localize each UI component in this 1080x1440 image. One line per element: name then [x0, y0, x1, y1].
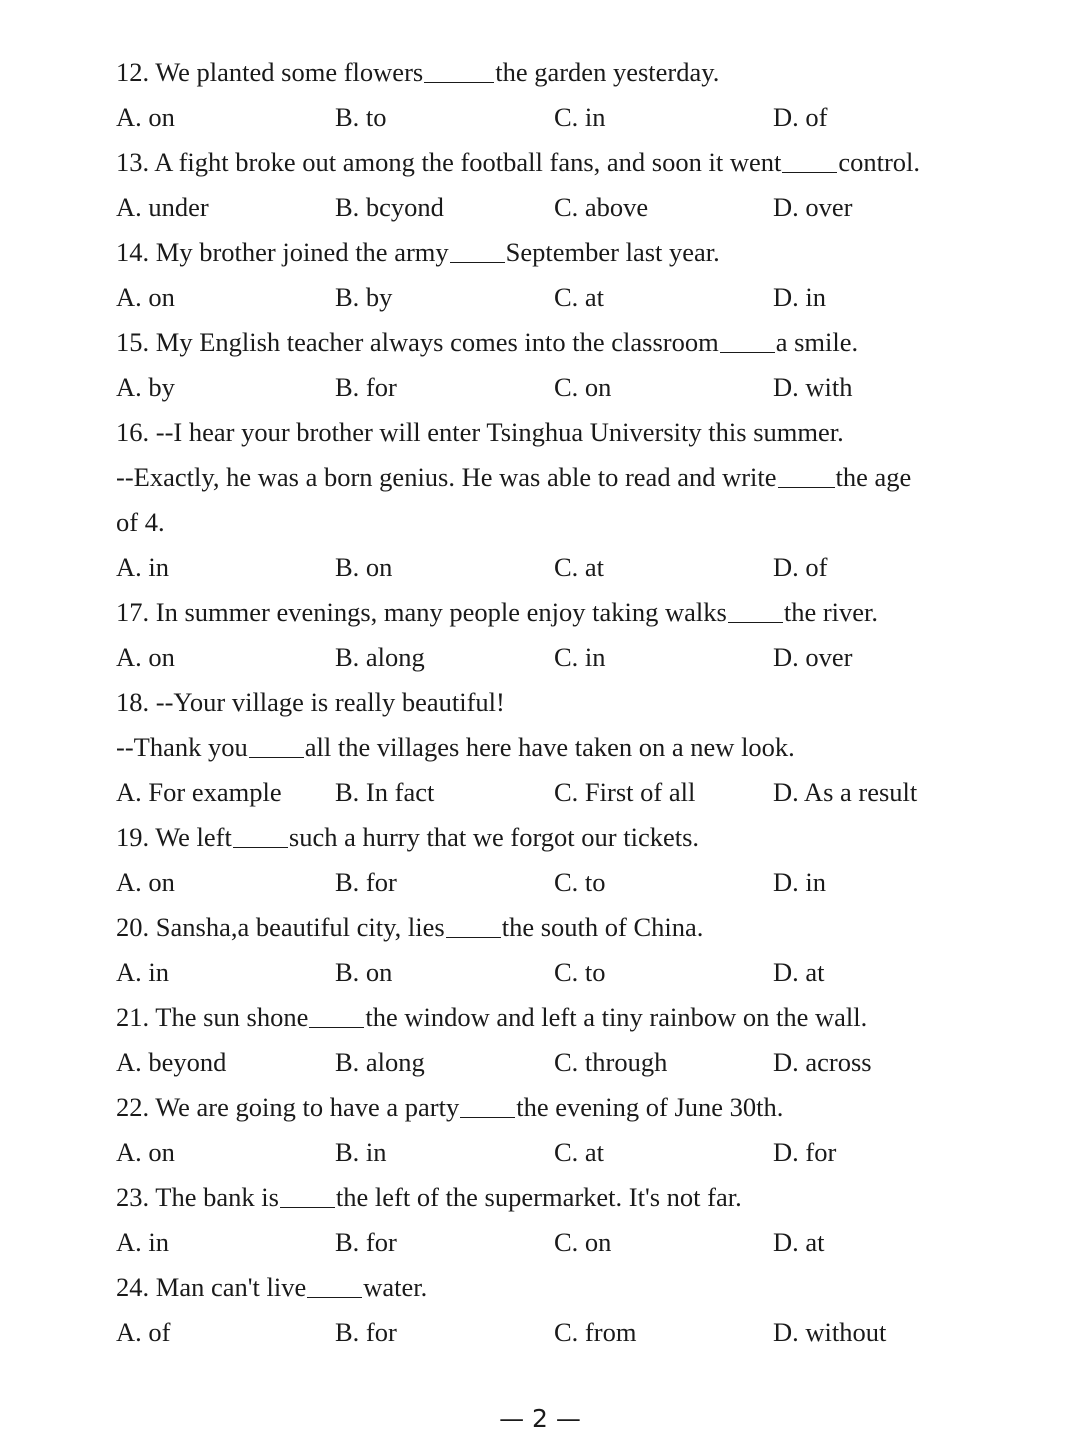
option-c[interactable]: C. at — [554, 1137, 605, 1167]
option-a[interactable]: A. on — [116, 867, 175, 897]
option-b[interactable]: B. In fact — [335, 777, 435, 807]
stem-text: the river. — [783, 597, 879, 627]
option-a[interactable]: A. by — [116, 372, 175, 402]
answer-options — [116, 1310, 996, 1355]
option-c[interactable]: C. in — [554, 102, 606, 132]
question-stem-line — [116, 725, 996, 770]
stem-text: 21. The sun shone — [116, 1002, 309, 1032]
answer-options — [116, 860, 996, 905]
question-12 — [116, 50, 996, 140]
option-d[interactable]: D. across — [773, 1047, 872, 1077]
option-c[interactable]: C. to — [554, 957, 606, 987]
option-a[interactable]: A. of — [116, 1317, 171, 1347]
question-stem-line — [116, 1085, 996, 1130]
stem-text: the age — [835, 462, 912, 492]
answer-blank[interactable] — [460, 1089, 515, 1118]
stem-text: 16. --I hear your brother will enter Tsinghua University this summer. — [116, 417, 844, 447]
stem-text: the evening of June 30th. — [516, 1092, 784, 1122]
question-stem-line — [116, 905, 996, 950]
stem-text: 22. We are going to have a party — [116, 1092, 460, 1122]
option-c[interactable]: C. from — [554, 1317, 637, 1347]
option-d[interactable]: D. at — [773, 957, 825, 987]
answer-options — [116, 635, 996, 680]
option-c[interactable]: C. on — [554, 372, 612, 402]
option-d[interactable]: D. for — [773, 1137, 837, 1167]
option-c[interactable]: C. through — [554, 1047, 668, 1077]
stem-text: 20. Sansha,a beautiful city, lies — [116, 912, 445, 942]
answer-blank[interactable] — [249, 729, 304, 758]
question-18 — [116, 680, 996, 815]
option-b[interactable]: B. bcyond — [335, 192, 444, 222]
answer-options — [116, 1220, 996, 1265]
option-b[interactable]: B. to — [335, 102, 387, 132]
answer-blank[interactable] — [233, 819, 288, 848]
option-a[interactable]: A. under — [116, 192, 209, 222]
option-a[interactable]: A. on — [116, 102, 175, 132]
worksheet-page — [116, 50, 996, 1355]
question-stem-line — [116, 140, 996, 185]
question-stem-line — [116, 1175, 996, 1220]
option-c[interactable]: C. on — [554, 1227, 612, 1257]
option-d[interactable]: D. with — [773, 372, 853, 402]
option-d[interactable]: D. of — [773, 102, 828, 132]
stem-text: 17. In summer evenings, many people enjoy taking walks — [116, 597, 727, 627]
stem-text: 14. My brother joined the army — [116, 237, 449, 267]
question-stem-line — [116, 50, 996, 95]
stem-text: 18. --Your village is really beautiful! — [116, 687, 505, 717]
option-b[interactable]: B. on — [335, 552, 393, 582]
question-stem-line — [116, 995, 996, 1040]
option-a[interactable]: A. on — [116, 282, 175, 312]
stem-text: 13. A fight broke out among the football fans, and soon it went — [116, 147, 782, 177]
option-d[interactable]: D. in — [773, 867, 826, 897]
answer-options — [116, 770, 996, 815]
stem-text: such a hurry that we forgot our tickets. — [288, 822, 700, 852]
answer-blank[interactable] — [424, 54, 494, 83]
stem-text: the south of China. — [501, 912, 704, 942]
answer-blank[interactable] — [446, 909, 501, 938]
option-d[interactable]: D. without — [773, 1317, 887, 1347]
option-d[interactable]: D. over — [773, 642, 853, 672]
option-c[interactable]: C. at — [554, 552, 605, 582]
option-a[interactable]: A. in — [116, 1227, 169, 1257]
option-a[interactable]: A. on — [116, 642, 175, 672]
option-d[interactable]: D. of — [773, 552, 828, 582]
stem-text: --Exactly, he was a born genius. He was able to read and write — [116, 462, 777, 492]
stem-text: control. — [838, 147, 921, 177]
question-15 — [116, 320, 996, 410]
answer-options — [116, 275, 996, 320]
answer-blank[interactable] — [450, 234, 505, 263]
option-a[interactable]: A. beyond — [116, 1047, 227, 1077]
option-d[interactable]: D. at — [773, 1227, 825, 1257]
question-16 — [116, 410, 996, 590]
option-d[interactable]: D. over — [773, 192, 853, 222]
question-21 — [116, 995, 996, 1085]
option-b[interactable]: B. for — [335, 1227, 397, 1257]
question-20 — [116, 905, 996, 995]
answer-blank[interactable] — [309, 999, 364, 1028]
stem-text: 24. Man can't live — [116, 1272, 307, 1302]
option-c[interactable]: C. in — [554, 642, 606, 672]
stem-text: 12. We planted some flowers — [116, 57, 424, 87]
question-stem-line — [116, 590, 996, 635]
stem-text: 19. We left — [116, 822, 232, 852]
question-22 — [116, 1085, 996, 1175]
answer-options — [116, 365, 996, 410]
answer-blank[interactable] — [728, 594, 783, 623]
answer-options — [116, 545, 996, 590]
option-b[interactable]: B. for — [335, 1317, 397, 1347]
question-stem-line — [116, 455, 996, 500]
question-23 — [116, 1175, 996, 1265]
stem-text: all the villages here have taken on a new look. — [304, 732, 795, 762]
stem-text: the left of the supermarket. It's not far. — [335, 1182, 742, 1212]
question-14 — [116, 230, 996, 320]
option-b[interactable]: B. along — [335, 642, 425, 672]
option-b[interactable]: B. by — [335, 282, 393, 312]
option-d[interactable]: D. As a result — [773, 777, 918, 807]
answer-options — [116, 1130, 996, 1175]
stem-text: of 4. — [116, 507, 165, 537]
option-a[interactable]: A. in — [116, 957, 169, 987]
option-a[interactable]: A. on — [116, 1137, 175, 1167]
answer-blank[interactable] — [778, 459, 835, 488]
stem-text: a smile. — [775, 327, 859, 357]
option-b[interactable]: B. along — [335, 1047, 425, 1077]
option-b[interactable]: B. on — [335, 957, 393, 987]
option-b[interactable]: B. for — [335, 372, 397, 402]
question-13 — [116, 140, 996, 230]
answer-blank[interactable] — [280, 1179, 335, 1208]
question-24 — [116, 1265, 996, 1355]
question-stem-line — [116, 230, 996, 275]
answer-options — [116, 1040, 996, 1085]
stem-text: 23. The bank is — [116, 1182, 279, 1212]
option-d[interactable]: D. in — [773, 282, 826, 312]
answer-options — [116, 185, 996, 230]
option-c[interactable]: C. First of all — [554, 777, 696, 807]
question-stem-line — [116, 1265, 996, 1310]
question-stem-line — [116, 815, 996, 860]
stem-text: September last year. — [505, 237, 720, 267]
answer-blank[interactable] — [782, 144, 837, 173]
answer-blank[interactable] — [720, 324, 775, 353]
question-17 — [116, 590, 996, 680]
stem-text: water. — [363, 1272, 428, 1302]
answer-blank[interactable] — [307, 1269, 362, 1298]
answer-options — [116, 950, 996, 995]
stem-text: --Thank you — [116, 732, 248, 762]
option-b[interactable]: B. for — [335, 867, 397, 897]
stem-text: 15. My English teacher always comes into the classroom — [116, 327, 719, 357]
answer-options — [116, 95, 996, 140]
question-stem-line — [116, 320, 996, 365]
question-stem-line — [116, 680, 996, 725]
option-a[interactable]: A. in — [116, 552, 169, 582]
stem-text: the window and left a tiny rainbow on the wall. — [365, 1002, 868, 1032]
question-stem-line — [116, 500, 996, 545]
option-a[interactable]: A. For example — [116, 777, 282, 807]
option-c[interactable]: C. at — [554, 282, 605, 312]
stem-text: the garden yesterday. — [495, 57, 720, 87]
option-b[interactable]: B. in — [335, 1137, 387, 1167]
question-stem-line — [116, 410, 996, 455]
question-19 — [116, 815, 996, 905]
option-c[interactable]: C. above — [554, 192, 649, 222]
page-number: — 2 — — [499, 1404, 581, 1433]
option-c[interactable]: C. to — [554, 867, 606, 897]
